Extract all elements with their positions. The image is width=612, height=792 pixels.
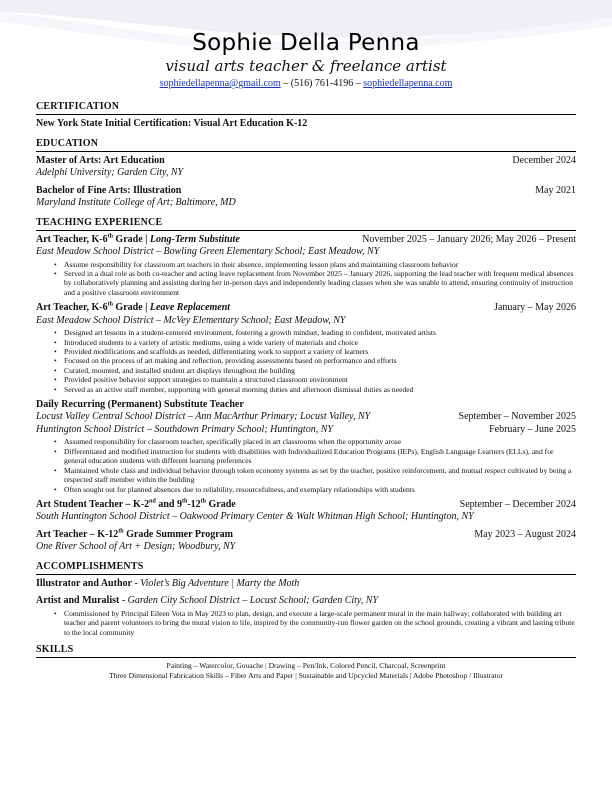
list-item: • Assumed responsibility for classroom teacher, specifically placed in art classrooms when the opportunity arose: [64, 437, 576, 446]
accomplishment-role: Artist and Muralist: [36, 595, 120, 607]
job-title-text: -12: [187, 498, 201, 510]
accomplishment-title: [36, 578, 299, 591]
job-title: Daily Recurring (Permanent) Substitute Teacher: [36, 398, 244, 410]
list-item: • Maintained whole class and individual behavior through token economy systems as set by the teacher, positive reinforcement, and mutual respect cultivated by being a respected staff member within the building: [64, 466, 576, 485]
section-heading: ACCOMPLISHMENTS: [36, 561, 576, 575]
school-name: Adelphi University; Garden City, NY: [36, 167, 184, 178]
list-item: • Focused on the process of art making and reflection, providing assessments based on performance and efforts: [64, 356, 576, 365]
ordinal-suffix: th: [181, 498, 188, 505]
list-item: • Differentiated and modified instruction for students with disabilities with Individualized Education Programs (IEPs), English Language Learners (ELLs), and for general education students with different learning preferences: [64, 447, 576, 466]
ordinal-suffix: th: [107, 301, 113, 308]
accomplishment-entry: [36, 578, 576, 591]
degree-title: Master of Arts: Art Education: [36, 154, 165, 166]
accomplishment-detail: - Violet’s Big Adventure | Marty the Moth: [131, 577, 300, 589]
section-heading: CERTIFICATION: [36, 101, 576, 115]
education-entry: [36, 155, 576, 180]
degree-title: Bachelor of Fine Arts: Illustration: [36, 184, 182, 196]
job-date: May 2023 – August 2024: [474, 528, 576, 540]
job-title-text: Grade Summer Program: [123, 528, 233, 540]
job-title-text: Grade |: [112, 302, 150, 314]
list-item: • Provided positive behavior support strategies to maintain a structured classroom environment: [64, 375, 576, 384]
job-bullets: [36, 260, 576, 298]
ordinal-suffix: th: [200, 498, 206, 505]
accomplishment-entry: [36, 595, 576, 637]
skills-line: Painting – Watercolor, Gouache | Drawing – Pen/Ink, Colored Pencil, Charcoal, Screenprint: [166, 661, 446, 671]
list-item: • Often sought out for planned absences due to reliability, resourcefulness, and exemplary relationships with students: [64, 485, 576, 494]
education-section: [36, 138, 576, 210]
job-role: Long-Term Substitute: [149, 233, 240, 245]
job-date: February – June 2025: [489, 423, 576, 435]
job-title-text: Art Teacher, K-6: [36, 233, 108, 245]
contact-separator: –: [353, 78, 364, 89]
list-item: • Served in a dual role as both co-teacher and acting leave replacement from November 2025 – January 2026, supporting the lead teacher with frequent medical absences by collaboratively planning and assisting during her in-person days and independently leading classes when she was unable to attend, ensuring continuity of instruction and a positive classroom environment: [64, 269, 576, 297]
candidate-tagline: visual arts teacher & freelance artist: [165, 57, 447, 75]
job-title: [36, 499, 236, 512]
list-item: • Served as an active staff member, supporting with general morning duties and afternoon dismissal duties as needed: [64, 385, 576, 394]
job-location: One River School of Art + Design; Woodbury, NY: [36, 541, 236, 553]
job-location: Huntington School District – Southdown Primary School; Huntington, NY: [36, 423, 333, 435]
accomplishment-title: [36, 595, 378, 608]
contact-line: [0, 77, 612, 90]
resume-body: [36, 101, 576, 681]
accomplishment-detail: - Garden City School District – Locust School; Garden City, NY: [119, 595, 379, 607]
job-entry: [36, 529, 576, 554]
skills-line: Three Dimensional Fabrication Skills – Fiber Arts and Paper | Sustainable and Upcycled Materials | Adobe Photoshop / Illustrator: [108, 671, 504, 681]
school-name: Maryland Institute College of Art; Baltimore, MD: [36, 197, 236, 208]
ordinal-suffix: nd: [149, 498, 156, 505]
job-title-text: and 9: [155, 498, 182, 510]
job-entry: [36, 302, 576, 394]
accomplishment-bullets: [36, 609, 576, 637]
certification-section: [36, 101, 576, 131]
job-title: [36, 234, 240, 247]
job-title-text: Art Teacher, K-6: [36, 302, 108, 314]
job-entry: [36, 234, 576, 298]
job-entry: [36, 499, 576, 524]
email-link[interactable]: sophiedellapenna@gmail.com: [159, 78, 281, 89]
job-title-text: Art Teacher – K-12: [36, 528, 119, 540]
job-title-text: Art Student Teacher – K-2: [36, 498, 150, 510]
degree-date: May 2021: [535, 184, 576, 196]
job-bullets: [36, 437, 576, 493]
section-heading: TEACHING EXPERIENCE: [36, 217, 576, 231]
list-item: • Curated, mounted, and installed student art displays throughout the building: [64, 366, 576, 375]
section-heading: EDUCATION: [36, 138, 576, 152]
job-title-text: Grade |: [112, 233, 150, 245]
section-heading: SKILLS: [36, 644, 576, 658]
job-title-text: Grade: [206, 498, 236, 510]
accomplishment-role: Illustrator and Author: [36, 577, 132, 589]
list-item: • Provided modifications and scaffolds as needed, differentiating work to support a variety of learners: [64, 347, 576, 356]
list-item: • Designed art lessons in a student-centered environment, fostering a growth mindset, leading to confident, motivated artists: [64, 328, 576, 337]
list-item: • Assume responsibility for classroom art teachers in their absence, implementing lesson plans and maintaining classroom behavior: [64, 260, 576, 269]
job-date: September – December 2024: [459, 498, 576, 510]
job-location: South Huntington School District – Oakwood Primary Center & Walt Whitman High School; Huntington, NY: [36, 511, 474, 523]
phone-number: (516) 761-4196: [290, 78, 354, 89]
job-bullets: [36, 328, 576, 394]
certification-item: New York State Initial Certification: Visual Art Education K-12: [36, 118, 308, 129]
skills-list: [36, 661, 576, 681]
job-date: September – November 2025: [458, 411, 576, 423]
job-location: Locust Valley Central School District – Ann MacArthur Primary; Locust Valley, NY: [36, 411, 371, 423]
job-location: East Meadow School District – McVey Elementary School; East Meadow, NY: [36, 314, 346, 326]
job-date: November 2025 – January 2026; May 2026 – Present: [362, 233, 576, 245]
skills-section: [36, 644, 576, 681]
job-title: [36, 302, 230, 315]
degree-date: December 2024: [512, 154, 576, 166]
ordinal-suffix: th: [107, 233, 113, 240]
candidate-name: Sophie Della Penna: [192, 30, 420, 56]
job-location: East Meadow School District – Bowling Green Elementary School; East Meadow, NY: [36, 246, 380, 257]
job-entry: [36, 399, 576, 494]
list-item: • Commissioned by Principal Eileen Vota in May 2023 to plan, design, and execute a large-scale permanent mural in the main hallway; collaborated with building art teacher and parent volunteers to bring the mural vision to life, inspired by the community-run flower garden on the school grounds, creating a vibrant and lasting tribute to the local community: [64, 609, 576, 637]
website-link[interactable]: sophiedellapenna.com: [363, 78, 453, 89]
contact-separator: –: [280, 78, 291, 89]
teaching-experience-section: [36, 217, 576, 554]
accomplishments-section: [36, 561, 576, 637]
resume-header: [0, 30, 612, 90]
education-entry: [36, 185, 576, 210]
job-date: January – May 2026: [494, 302, 576, 314]
ordinal-suffix: th: [118, 528, 124, 535]
job-role: Leave Replacement: [149, 302, 231, 314]
job-title: [36, 529, 233, 542]
list-item: • Introduced students to a variety of artistic mediums, using a wide variety of materials and choice: [64, 338, 576, 347]
